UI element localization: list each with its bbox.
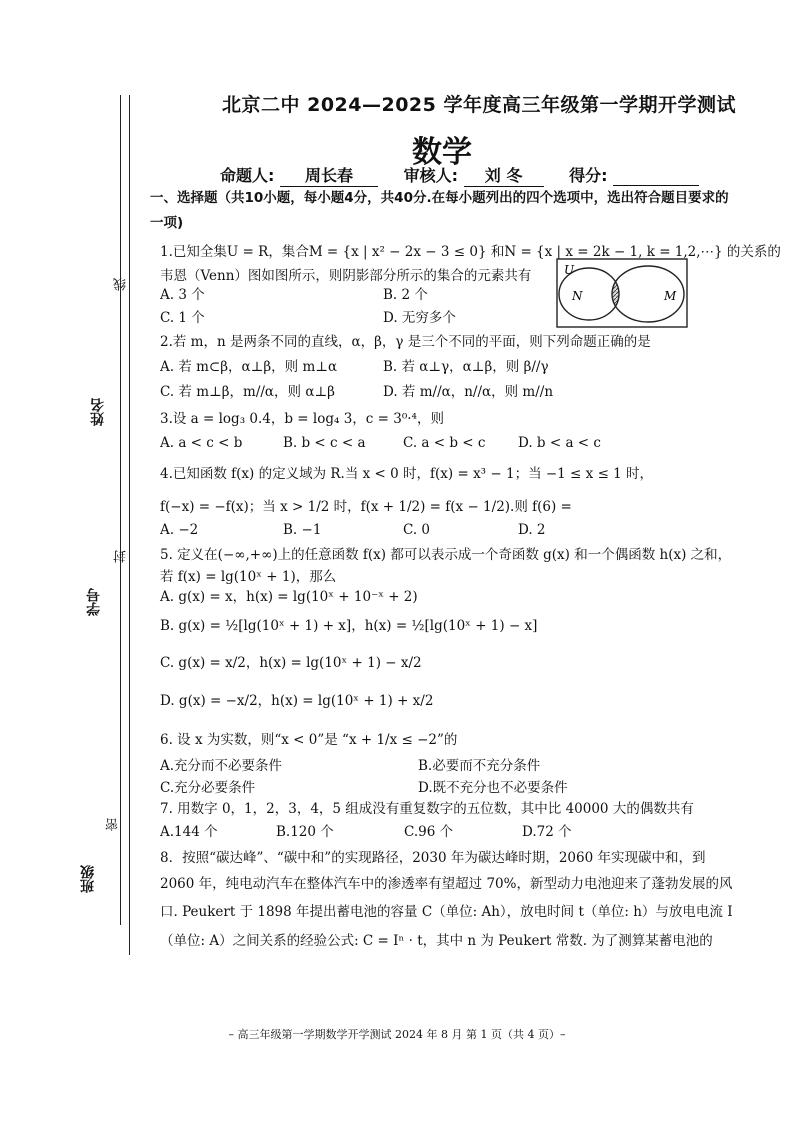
setter-name: 周长春 [280,163,378,187]
q8-stem-line3: 口. Peukert 于 1898 年提出蓄电池的容量 C（单位: Ah），放电时间 t（单位: h）与放电电流 I [160,904,733,920]
q5-stem-line1: 5. 定义在(−∞,+∞)上的任意函数 f(x) 都可以表示成一个奇函数 g(x) 和一个偶函数 h(x) 之和， [160,547,732,563]
q7-option-b: B.120 个 [276,824,334,840]
q4-option-c: C. 0 [403,522,431,538]
q8-stem-line1: 8．按照“碳达峰”、“碳中和”的实现路径，2030 年为碳达峰时期，2060 年实现碳中和，到 [160,850,706,866]
section-heading-line2: 一项) [150,215,184,231]
q7-option-c: C.96 个 [404,824,454,840]
q1-option-a: A. 3 个 [160,287,205,303]
q3-option-a: A. a < c < b [160,435,243,451]
q6-option-a: A.充分而不必要条件 [160,758,283,774]
gutter-seal-label: 封 [114,550,129,563]
venn-label-u: U [564,263,575,277]
q4-option-a: A. −2 [160,522,199,538]
q2-option-d: D. 若 m//α，n//α，则 m//n [383,384,554,400]
venn-label-n: N [572,289,583,303]
q5-stem-line2: 若 f(x) = lg(10ˣ + 1)，那么 [160,569,337,585]
binding-line-inner [129,95,130,955]
venn-label-m: M [664,289,677,303]
q2-option-c: C. 若 m⊥β，m//α，则 α⊥β [160,384,335,400]
q6-option-d: D.既不充分也不必要条件 [418,780,568,796]
binding-line-outer [120,95,121,925]
q7-stem: 7. 用数字 0，1，2，3，4，5 组成没有重复数字的五位数，其中比 40000 大的偶数共有 [160,801,694,817]
q3-option-d: D. b < a < c [518,435,601,451]
q6-option-b: B.必要而不充分条件 [418,758,541,774]
q2-stem: 2.若 m，n 是两条不同的直线，α，β，γ 是三个不同的平面，则下列命题正确的是 [160,334,651,350]
q2-option-b: B. 若 α⊥γ，α⊥β，则 β//γ [383,359,549,375]
q6-stem: 6. 设 x 为实数，则“x < 0”是 “x + 1/x ≤ −2”的 [160,732,458,748]
q4-stem-line1: 4.已知函数 f(x) 的定义域为 R.当 x < 0 时，f(x) = x³ − 1；当 −1 ≤ x ≤ 1 时， [160,466,654,482]
q3-stem: 3.设 a = log₃ 0.4，b = log₄ 3，c = 3⁰·⁴，则 [160,411,444,427]
gutter-class-label: 班级 [80,865,96,893]
q5-option-a: A. g(x) = x，h(x) = lg(10ˣ + 10⁻ˣ + 2) [160,589,418,605]
q8-stem-line4: （单位: A）之间关系的经验公式: C = Iⁿ · t，其中 n 为 Peukert 常数. 为了测算某蓄电池的 [160,933,713,949]
section-heading-line1: 一、选择题（共10小题，每小题4分，共40分.在每小题列出的四个选项中，选出符合题目要求的 [150,190,729,206]
score-label: 得分: [569,166,608,185]
exam-credits [220,163,699,187]
reviewer-label: 审核人: [403,166,458,185]
q3-option-c: C. a < b < c [403,435,486,451]
gutter-student-id-label: 学号 [86,588,102,616]
q5-option-d: D. g(x) = −x/2，h(x) = lg(10ˣ + 1) + x/2 [160,693,434,709]
reviewer-name: 刘 冬 [464,163,544,187]
q4-option-d: D. 2 [518,522,546,538]
q1-stem-line1: 1.已知全集U = R，集合M = {x | x² − 2x − 3 ≤ 0} 和N = {x | x = 2k − 1, k = 1,2,⋯} 的关系的 [160,244,781,260]
score-blank [613,166,699,186]
q4-option-b: B. −1 [283,522,322,538]
gutter-line-label: 线 [114,278,129,291]
q1-option-d: D. 无穷多个 [383,310,456,326]
venn-diagram [556,258,688,328]
q1-option-b: B. 2 个 [383,287,428,303]
q5-option-b: B. g(x) = ½[lg(10ˣ + 1) + x]，h(x) = ½[lg(10ˣ + 1) − x] [160,618,538,634]
subject-title: 数学 [412,135,472,170]
q6-option-c: C.充分必要条件 [160,780,256,796]
q1-option-c: C. 1 个 [160,310,205,326]
page-footer: – 高三年级第一学期数学开学测试 2024 年 8 月 第 1 页（共 4 页）– [228,1028,566,1041]
exam-title: 北京二中 2024—2025 学年度高三年级第一学期开学测试 [222,94,736,116]
q2-option-a: A. 若 m⊂β，α⊥β，则 m⊥α [160,359,338,375]
q4-stem-line2: f(−x) = −f(x)；当 x > 1/2 时，f(x + 1/2) = f(x − 1/2).则 f(6) = [160,499,572,515]
gutter-secret-label: 密 [106,818,121,831]
q7-option-a: A.144 个 [160,824,218,840]
q5-option-c: C. g(x) = x/2，h(x) = lg(10ˣ + 1) − x/2 [160,655,422,671]
gutter-name-label: 姓名 [90,398,106,426]
q8-stem-line2: 2060 年，纯电动汽车在整体汽车中的渗透率有望超过 70%，新型动力电池迎来了蓬勃发展的风 [160,876,733,892]
q3-option-b: B. b < c < a [283,435,366,451]
q7-option-d: D.72 个 [522,824,572,840]
q1-stem-line2: 韦恩（Venn）图如图所示，则阴影部分所示的集合的元素共有 [160,268,532,284]
setter-label: 命题人: [220,166,275,185]
